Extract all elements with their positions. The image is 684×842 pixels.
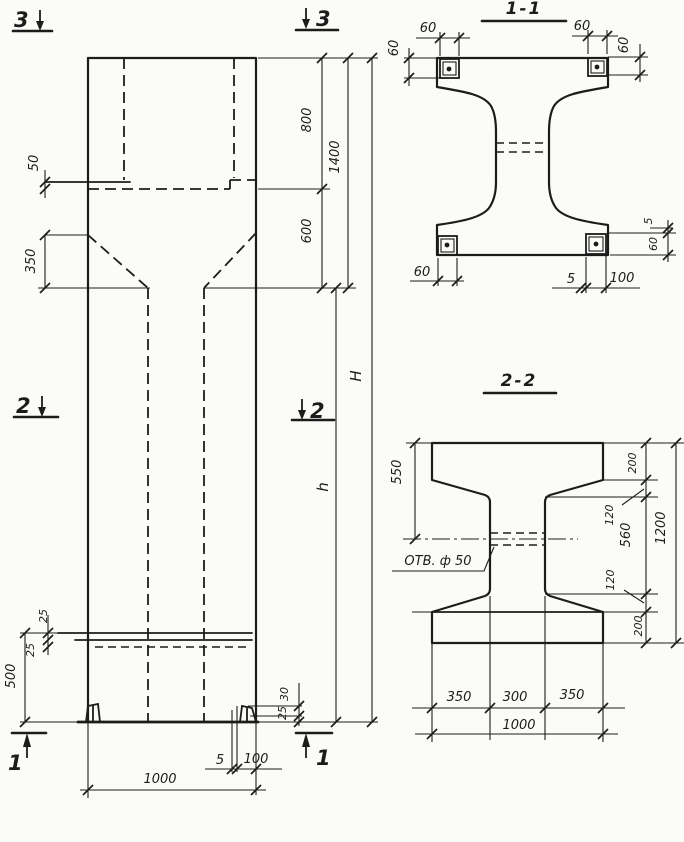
- section-1-1: [387, 0, 676, 293]
- dim-60-bottom-left: 60: [413, 265, 431, 280]
- dim-200-top: 200: [626, 452, 639, 474]
- dim-800: 800: [300, 107, 315, 133]
- dim-500: 500: [4, 663, 19, 689]
- section-1-1-title: 1-1: [505, 0, 543, 19]
- dim-350: 350: [24, 248, 39, 274]
- hidden-lines: [88, 58, 256, 722]
- section-2-2-title: 2-2: [500, 371, 538, 391]
- section-mark-2-right: [292, 399, 334, 423]
- dim-350-right: 350: [559, 688, 585, 703]
- dim-60-left: 60: [387, 39, 402, 57]
- elevation-dim-ticks: [20, 53, 377, 795]
- dim-50: 50: [27, 154, 42, 172]
- dim-h: h: [314, 482, 332, 492]
- hole-label: ОТВ. ф 50: [404, 554, 472, 569]
- section-2-2-outline: [432, 443, 603, 643]
- dim-60-top-right: 60: [573, 19, 591, 34]
- dim-560: 560: [619, 522, 634, 548]
- section-mark-2-left: [14, 394, 58, 418]
- dim-60-right: 60: [617, 36, 632, 54]
- section-1-1-dim-lines: [404, 30, 676, 293]
- section-3-label: 3: [316, 7, 331, 31]
- section-1-1-dim-ticks: [404, 31, 673, 293]
- dim-200-bottom: 200: [632, 615, 645, 637]
- dim-5-right: 5: [642, 217, 655, 225]
- dim-60-right-height: 60: [647, 237, 660, 251]
- dim-25-upper: 25: [37, 609, 50, 623]
- section-mark-3-right: [296, 7, 338, 31]
- dim-600: 600: [300, 218, 315, 244]
- dim-100: 100: [243, 752, 269, 767]
- dim-1000: 1000: [143, 772, 177, 787]
- web-hole-hidden: [496, 143, 549, 152]
- dim-550: 550: [390, 459, 405, 485]
- dim-350-left: 350: [446, 690, 472, 705]
- section-2-2: [390, 371, 684, 742]
- dim-120-top: 120: [603, 504, 616, 526]
- dim-30: 30: [278, 687, 291, 701]
- dim-1200: 1200: [654, 511, 669, 545]
- dim-25-foot: 25: [276, 706, 289, 720]
- section-1-label: 1: [316, 746, 331, 770]
- dim-120-bottom: 120: [604, 569, 617, 591]
- elevation-dim-lines: [20, 58, 378, 798]
- dim-5: 5: [215, 753, 225, 768]
- section-1-label: 1: [8, 751, 23, 775]
- dim-H: H: [347, 370, 365, 382]
- dim-300: 300: [502, 690, 528, 705]
- elevation-view: [4, 7, 378, 798]
- embedded-plates: [438, 58, 607, 255]
- section-3-label: 3: [14, 8, 29, 32]
- dim-1000-bottom: 1000: [502, 718, 536, 733]
- dim-5-bottom: 5: [566, 272, 576, 287]
- dim-1400: 1400: [328, 140, 343, 174]
- section-mark-1-right: [296, 733, 332, 770]
- section-1-1-outline: [437, 58, 608, 255]
- section-mark-3-left: [13, 8, 52, 32]
- section-2-label: 2: [310, 399, 325, 423]
- dim-100-bottom: 100: [609, 271, 635, 286]
- section-mark-1-left: [8, 733, 46, 775]
- section-2-label: 2: [16, 394, 31, 418]
- column-outline: [88, 58, 256, 722]
- dim-60-top-left: 60: [419, 21, 437, 36]
- right-foot: [240, 706, 256, 722]
- dim-25-lower: 25: [24, 643, 37, 657]
